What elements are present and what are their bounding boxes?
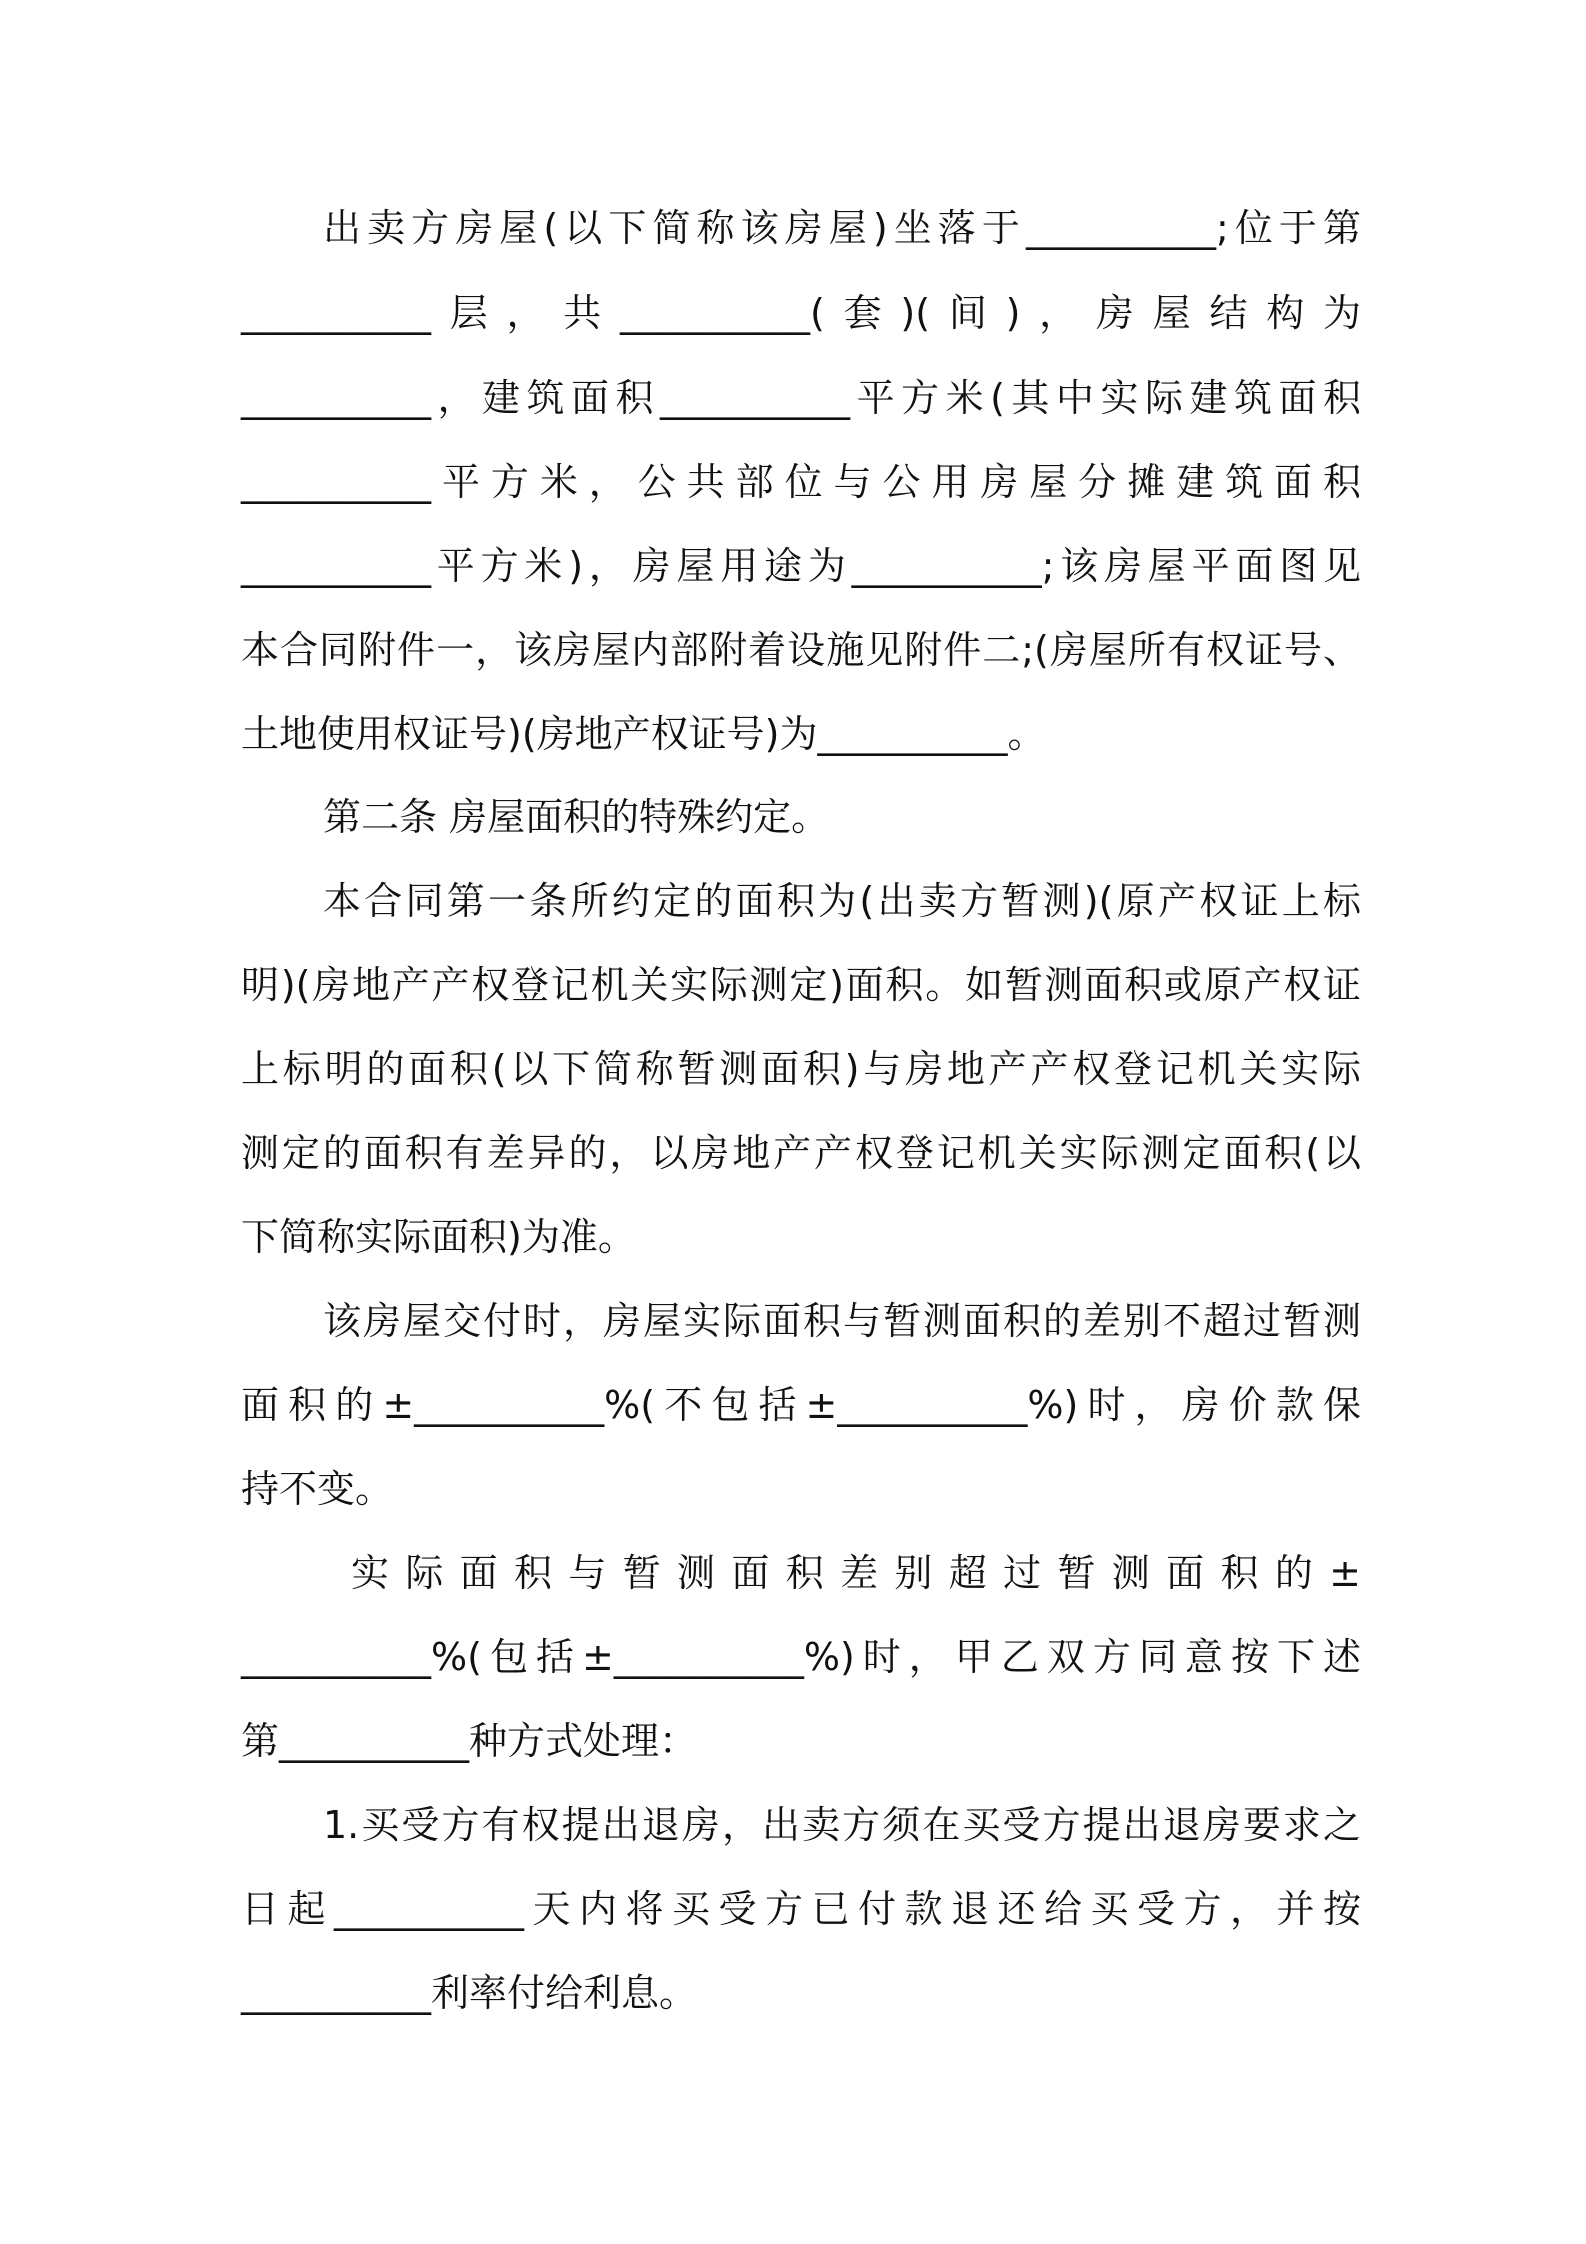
paragraph-line: 该房屋交付时，房屋实际面积与暂测面积的差别不超过暂测 <box>323 1299 1361 1343</box>
paragraph-line: __________，建筑面积__________平方米(其中实际建筑面积 <box>241 376 1361 420</box>
paragraph-line: __________层，共__________(套)(间)，房屋结构为 <box>241 291 1361 335</box>
paragraph-line: 下简称实际面积)为准。 <box>241 1215 636 1259</box>
section-heading: 第二条 房屋面积的特殊约定。 <box>323 795 830 839</box>
paragraph-line: 面积的±__________%(不包括±__________%)时，房价款保 <box>241 1383 1361 1427</box>
paragraph-line: __________利率付给利息。 <box>241 1971 698 2015</box>
paragraph-line: 日起__________天内将买受方已付款退还给买受方，并按 <box>241 1887 1361 1931</box>
paragraph-line: 实际面积与暂测面积差别超过暂测面积的± <box>351 1551 1361 1595</box>
paragraph-line: 本合同第一条所约定的面积为(出卖方暂测)(原产权证上标 <box>323 879 1361 923</box>
paragraph-line: 第__________种方式处理： <box>241 1719 698 1763</box>
paragraph-line: 明)(房地产产权登记机关实际测定)面积。如暂测面积或原产权证 <box>241 963 1361 1007</box>
paragraph-line: 测定的面积有差异的，以房地产产权登记机关实际测定面积(以 <box>241 1131 1361 1175</box>
paragraph-line: 土地使用权证号)(房地产权证号)为__________。 <box>241 712 1046 756</box>
paragraph-line: 持不变。 <box>241 1467 394 1511</box>
paragraph-line: 本合同附件一，该房屋内部附着设施见附件二;(房屋所有权证号、 <box>241 628 1361 672</box>
paragraph-line: 出卖方房屋(以下简称该房屋)坐落于__________;位于第 <box>323 206 1361 250</box>
paragraph-line: 上标明的面积(以下简称暂测面积)与房地产产权登记机关实际 <box>241 1047 1361 1091</box>
paragraph-line: __________平方米)，房屋用途为__________;该房屋平面图见 <box>241 544 1361 588</box>
list-item: 1.买受方有权提出退房，出卖方须在买受方提出退房要求之 <box>323 1803 1361 1847</box>
paragraph-line: __________%(包括±__________%)时，甲乙双方同意按下述 <box>241 1635 1361 1679</box>
paragraph-line: __________平方米，公共部位与公用房屋分摊建筑面积 <box>241 460 1361 504</box>
